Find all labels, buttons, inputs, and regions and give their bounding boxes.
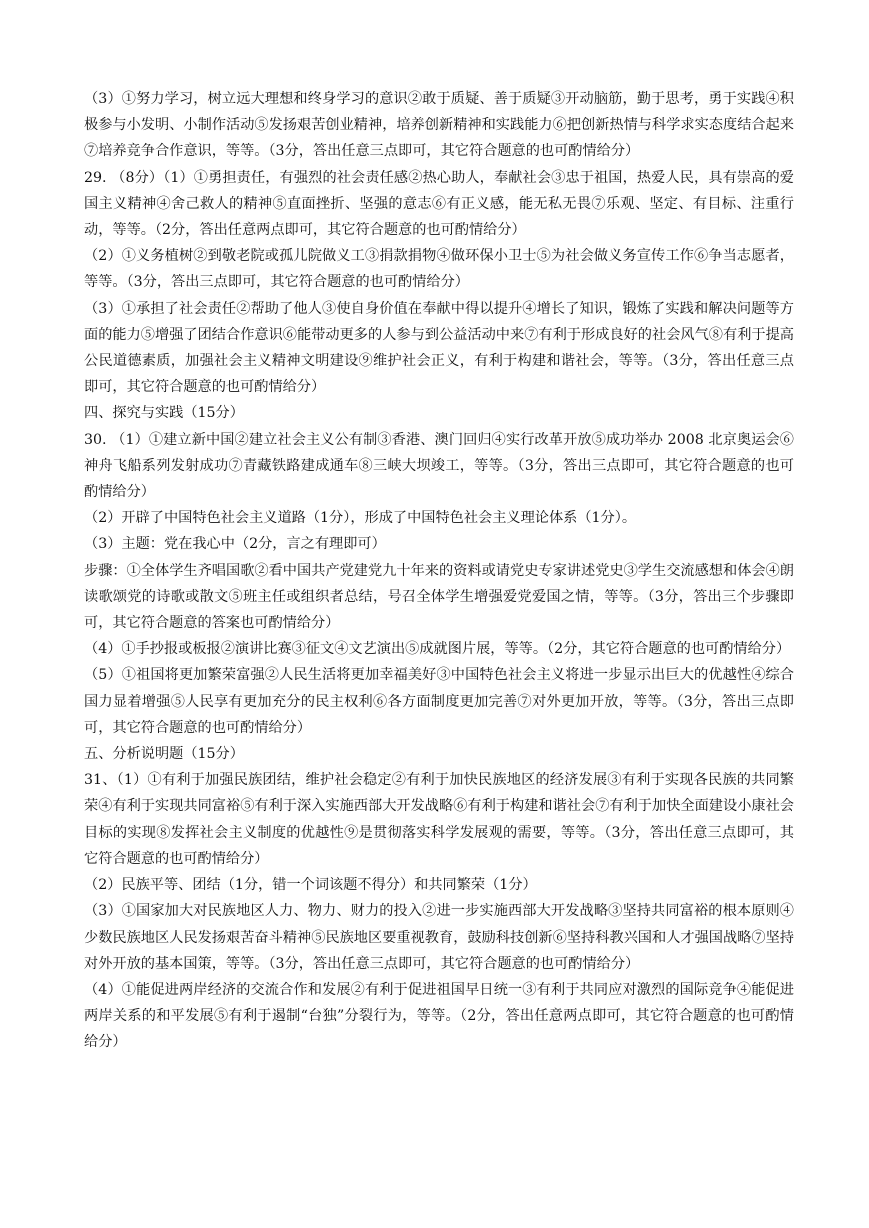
answer-29-part-3: （3）①承担了社会责任②帮助了他人③使自身价值在奉献中得以提升④增长了知识，锻炼了实践和解决问题等方面的能力⑤增强了团结合作意识⑥能带动更多的人参与到公益活动中来⑦有利于形成良好的社会风气⑧有利于提高公民道德素质，加强社会主义精神文明建设⑨维护社会正义，有利于构建和谐社会，等等。（3分，答出任意三点即可，其它符合题意的也可酌情给分） xyxy=(84,300,794,396)
answer-30-part-3-theme: （3）主题：党在我心中（2分，言之有理即可） xyxy=(84,536,386,553)
answer-31-part-2: （2）民族平等、团结（1分，错一个词该题不得分）和共同繁荣（1分） xyxy=(84,877,537,894)
answer-29-part-1: 29. （8分）（1）①勇担责任，有强烈的社会责任感②热心助人，奉献社会③忠于祖国，热爱人民，具有崇高的爱国主义精神④舍己救人的精神⑤直面挫折、坚强的意志⑥有正义感，能无私无畏⑦乐观、坚定、有目标、注重行动，等等。（2分，答出任意两点即可，其它符合题意的也可酌情给分） xyxy=(84,169,794,239)
answer-key-text xyxy=(84,86,794,1056)
answer-31-part-1: 31、（1）①有利于加强民族团结，维护社会稳定②有利于加快民族地区的经济发展③有利于实现各民族的共同繁荣④有利于实现共同富裕⑤有利于深入实施西部大开发战略⑥有利于构建和谐社会⑦有利于加快全面建设小康社会目标的实现⑧发挥社会主义制度的优越性⑨是贯彻落实科学发展观的需要，等等。（3分，答出任意三点即可，其它符合题意的也可酌情给分） xyxy=(84,772,794,867)
section-heading-4: 四、探究与实践（15分） xyxy=(84,405,244,422)
section-heading-5: 五、分析说明题（15分） xyxy=(84,746,244,763)
answer-29-part-2: （2）①义务植树②到敬老院或孤儿院做义工③捐款捐物④做环保小卫士⑤为社会做义务宣传工作⑥争当志愿者，等等。（3分，答出三点即可，其它符合题意的也可酌情给分） xyxy=(84,248,794,291)
answer-28-part-3: （3）①努力学习，树立远大理想和终身学习的意识②敢于质疑、善于质疑③开动脑筋，勤于思考，勇于实践④积极参与小发明、小制作活动⑤发扬艰苦创业精神，培养创新精神和实践能力⑥把创新热情与科学求实态度结合起来⑦培养竞争合作意识，等等。（3分，答出任意三点即可，其它符合题意的也可酌情给分） xyxy=(84,91,794,160)
answer-30-part-4: （4）①手抄报或板报②演讲比赛③征文④文艺演出⑤成就图片展，等等。（2分，其它符合题意的也可酌情给分） xyxy=(84,641,791,658)
answer-30-part-3-steps: 步骤：①全体学生齐唱国歌②看中国共产党建党九十年来的资料或请党史专家讲述党史③学生交流感想和体会④朗读歌颂党的诗歌或散文⑤班主任或组织者总结，号召全体学生增强爱党爱国之情，等等。（3分，答出三个步骤即可，其它符合题意的答案也可酌情给分） xyxy=(84,562,794,632)
answer-31-part-3: （3）①国家加大对民族地区人力、物力、财力的投入②进一步实施西部大开发战略③坚持共同富裕的根本原则④少数民族地区人民发扬艰苦奋斗精神⑤民族地区要重视教育，鼓励科技创新⑥坚持科教兴国和人才强国战略⑦坚持对外开放的基本国策，等等。（3分，答出任意三点即可，其它符合题意的也可酌情给分） xyxy=(84,903,794,972)
answer-30-part-5: （5）①祖国将更加繁荣富强②人民生活将更加幸福美好③中国特色社会主义将进一步显示出巨大的优越性④综合国力显着增强⑤人民享有更加充分的民主权利⑥各方面制度更加完善⑦对外更加开放，等等。（3分，答出三点即可，其它符合题意的也可酌情给分） xyxy=(84,667,794,736)
answer-31-part-4: （4）①能促进两岸经济的交流合作和发展②有利于促进祖国早日统一③有利于共同应对激烈的国际竞争④能促进两岸关系的和平发展⑤有利于遏制“台独”分裂行为，等等。（2分，答出任意两点即可，其它符合题意的也可酌情给分） xyxy=(84,981,794,1051)
answer-30-part-2: （2）开辟了中国特色社会主义道路（1分），形成了中国特色社会主义理论体系（1分）。 xyxy=(84,510,637,527)
answer-30-part-1: 30. （1）①建立新中国②建立社会主义公有制③香港、澳门回归④实行改革开放⑤成功举办 2008 北京奥运会⑥神舟飞船系列发射成功⑦青藏铁路建成通车⑧三峡大坝竣工，等等。（3分，答出三点即可，其它符合题意的也可酌情给分） xyxy=(84,431,794,501)
